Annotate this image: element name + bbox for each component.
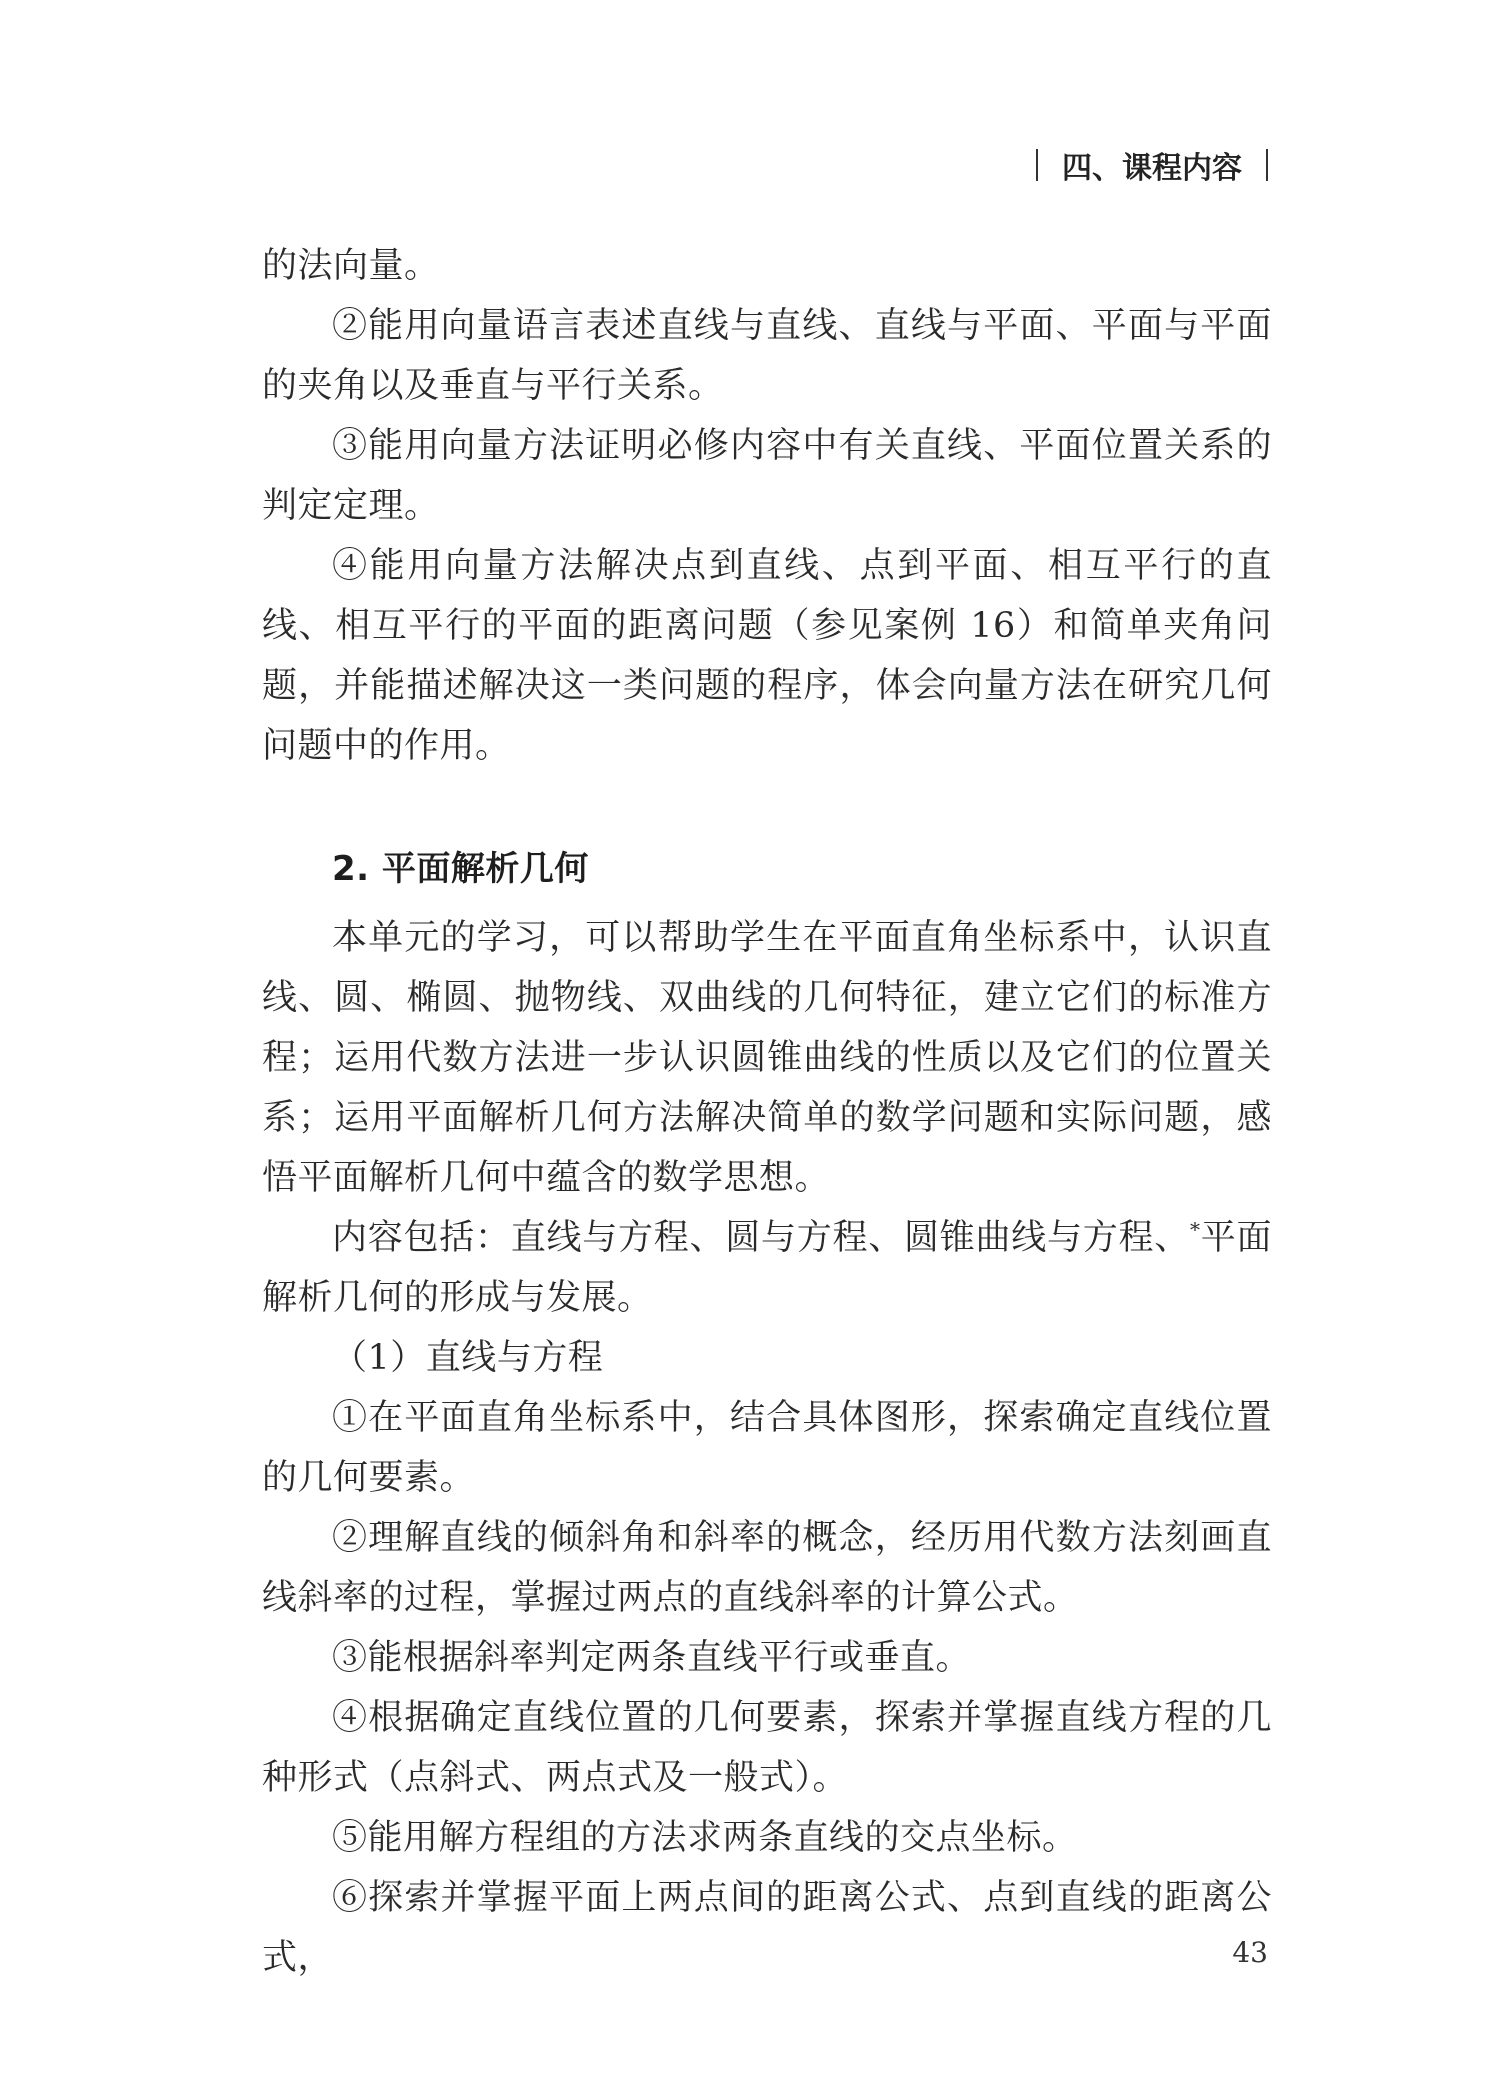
paragraph: ④能用向量方法解决点到直线、点到平面、相互平行的直线、相互平行的平面的距离问题（参见案例 16）和简单夹角问题，并能描述解决这一类问题的程序，体会向量方法在研究几何问题中的作用。 [262,546,1272,766]
header-left-bar [1036,149,1038,181]
optional-star-marker: * [1189,1217,1201,1242]
section-heading: 2. 平面解析几何 [332,849,589,889]
contents-prefix: 内容包括：直线与方程、圆与方程、圆锥曲线与方程、 [332,1218,1190,1258]
list-item: ②理解直线的倾斜角和斜率的概念，经历用代数方法刻画直线斜率的过程，掌握过两点的直线斜率的计算公式。 [262,1518,1272,1618]
list-item: ⑤能用解方程组的方法求两条直线的交点坐标。 [332,1818,1078,1858]
header-right-bar [1266,149,1268,181]
paragraph: ②能用向量语言表述直线与直线、直线与平面、平面与平面的夹角以及垂直与平行关系。 [262,306,1272,406]
paragraph: 的法向量。 [262,246,440,286]
subsection-heading: （1）直线与方程 [332,1338,604,1378]
section-intro: 本单元的学习，可以帮助学生在平面直角坐标系中，认识直线、圆、椭圆、抛物线、双曲线的几何特征，建立它们的标准方程；运用代数方法进一步认识圆锥曲线的性质以及它们的位置关系；运用平面解析几何方法解决简单的数学问题和实际问题，感悟平面解析几何中蕴含的数学思想。 [262,918,1272,1198]
paragraph: ③能用向量方法证明必修内容中有关直线、平面位置关系的判定定理。 [262,426,1272,526]
contents-suffix: 平面解析几何的形成与发展。 [262,1218,1272,1318]
running-header [1036,143,1268,187]
list-item: ④根据确定直线位置的几何要素，探索并掌握直线方程的几种形式（点斜式、两点式及一般式）。 [262,1698,1272,1798]
list-item: ①在平面直角坐标系中，结合具体图形，探索确定直线位置的几何要素。 [262,1398,1272,1498]
page-number: 43 [1232,1936,1268,1969]
page-body [262,236,1272,1988]
contents-paragraph [262,1208,1272,1328]
list-item: ⑥探索并掌握平面上两点间的距离公式、点到直线的距离公式， [262,1878,1272,1978]
header-title: 四、课程内容 [1062,151,1242,186]
list-item: ③能根据斜率判定两条直线平行或垂直。 [332,1638,972,1678]
